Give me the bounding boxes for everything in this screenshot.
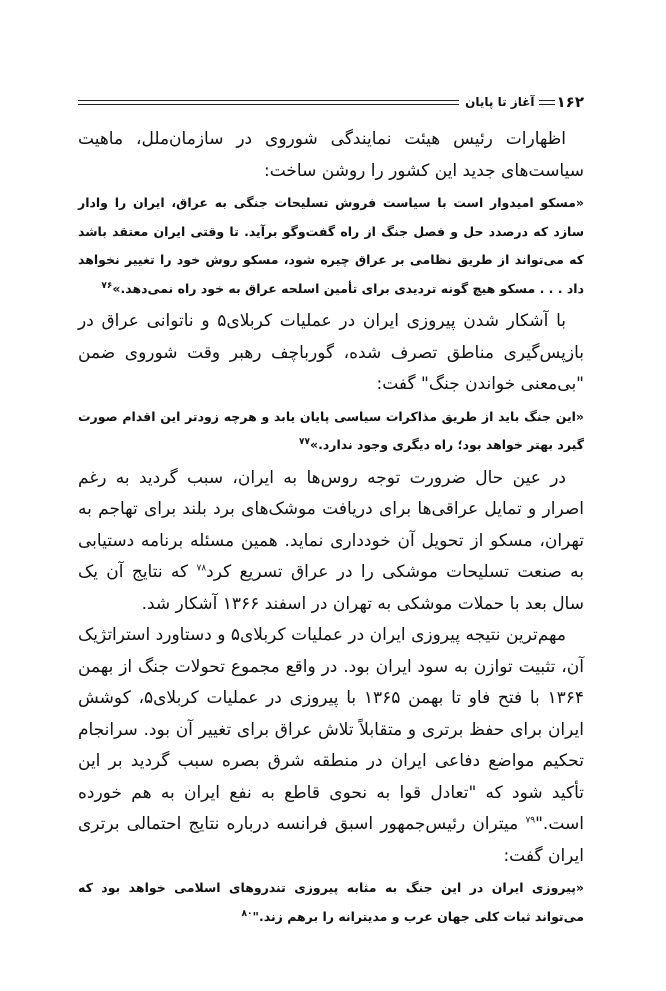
paragraph-karbala-victory: با آشکار شدن پیروزی ایران در عملیات کربلای۵ و ناتوانی عراق در بازپس‌گیری مناطق تصرف شده، گورباچف رهبر وقت شوروی ضمن "بی‌معنی خواندن جنگ" گفت:: [78, 311, 584, 394]
footnote-ref: ۷۶: [101, 280, 113, 291]
footnote-ref: ۸۰: [241, 908, 253, 919]
quote-moscow: «مسکو امیدوار است با سیاست فروش تسلیحات جنگی به عراق، ایران را وادار سازد که درصدد حل و فصل جنگ از راه گفت‌وگو برآید. تا وقتی ایران معتقد باشد که می‌تواند از طریق نظامی بر عراق چیره شود، مسکو روش خود را تغییر نخواهد داد . . . مسکو هیچ گونه تردیدی برای تأمین اسلحه عراق به خود راه نمی‌دهد.»$^{۷۶}$: [78, 195, 584, 296]
footnote-ref: ۷۹: [525, 815, 536, 826]
header-rule-short: [539, 100, 555, 105]
page-number: ۱۶۲: [556, 93, 584, 111]
footnote-ref: ۷۷: [299, 436, 311, 447]
paragraph-soviet-delegate: اظهارات رئیس هیئت نمایندگی شوروی در سازمان‌ملل، ماهیت سیاست‌های جدید این کشور را روشن ساخت:: [78, 129, 584, 181]
header-rule-long: [78, 100, 459, 105]
chapter-title: آغاز تا پایان: [465, 95, 535, 109]
quote-mitterrand: «پیروزی ایران در این جنگ به مثابه پیروزی تندروهای اسلامی خواهد بود که می‌تواند ثبات کلی جهان عرب و مدیترانه را برهم زند."$^{۸۰}$: [78, 880, 584, 924]
paragraph-missiles: در عین حال ضرورت توجه روس‌ها به ایران، سبب گردید به رغم اصرار و تمایل عراقی‌ها برای دریافت موشک‌های برد بلند برای تهاجم به تهران، مسکو از تحویل آن خودداری نماید. همین مسئله برنامه دستیابی به صنعت تسلیحات موشکی را در عراق تسریع کرد$^{۷۸}$ که نتایج آن یک سال بعد با حملات موشکی به تهران در اسفند ۱۳۶۶ آشکار شد.: [78, 467, 584, 614]
page-body: [78, 124, 584, 934]
running-header: [78, 92, 584, 112]
paragraph-strategic-result: مهم‌ترین نتیجه پیروزی ایران در عملیات کربلای۵ و دستاورد استراتژیک آن، تثبیت توازن به سود ایران بود. در واقع مجموع تحولات جنگ از بهمن ۱۳۶۴ با فتح فاو تا بهمن ۱۳۶۵ با پیروزی در عملیات کربلای۵، کوشش ایران برای حفظ برتری و متقابلاً تلاش عراق برای تغییر آن بود. سرانجام تحکیم مواضع دفاعی ایران در منطقه شرق بصره سبب گردید بر این تأکید شود که "تعادل قوا به نحوی قاطع به نفع ایران به هم خورده است."$^{۷۹}$ میتران رئیس‌جمهور اسبق فرانسه درباره نتایج احتمالی برتری ایران گفت:: [78, 625, 584, 866]
quote-gorbachev: «این جنگ باید از طریق مذاکرات سیاسی پایان یابد و هرچه زودتر این اقدام صورت گیرد بهتر خواهد بود؛ راه دیگری وجود ندارد.»$^{۷۷}$: [78, 408, 584, 452]
footnote-ref: ۷۸: [196, 563, 207, 574]
